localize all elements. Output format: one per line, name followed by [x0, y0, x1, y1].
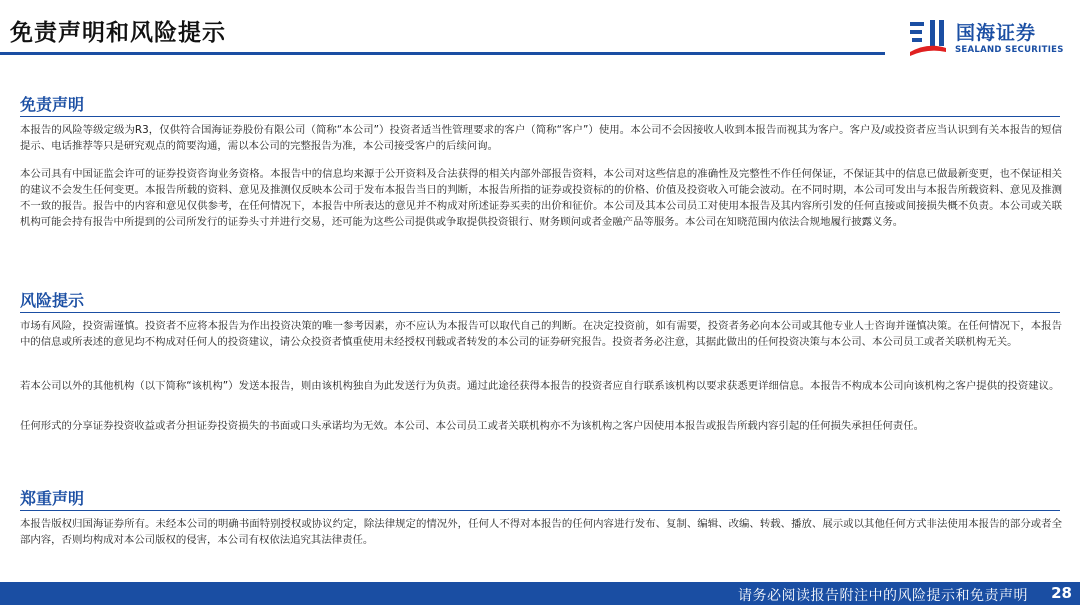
statement-paragraph: 本报告版权归国海证券所有。未经本公司的明确书面特别授权或协议约定，除法律规定的情况外，任何人不得对本报告的任何内容进行发布、复制、编辑、改编、转载、播放、展示或以其他任何方式非法使用本报告的部分或者全部内容，否则均构成对本公司版权的侵害，本公司有权依法追究其法律责任。 — [20, 518, 1062, 546]
risk-paragraph: 若本公司以外的其他机构（以下简称“该机构”）发送本报告，则由该机构独自为此发送行为负责。通过此途径获得本报告的投资者应自行联系该机构以要求获悉更详细信息。本报告不构成本公司向该机构之客户提供的投资建议。 — [20, 380, 1060, 392]
section-divider — [20, 510, 1060, 511]
sealand-logo-icon — [908, 18, 948, 56]
section-divider — [20, 116, 1060, 117]
disclaimer-paragraph: 本报告的风险等级定级为R3，仅供符合国海证券股份有限公司（简称“本公司”）投资者适当性管理要求的客户（简称“客户”）使用。本公司不会因接收人收到本报告而视其为客户。客户及/或投资者应当认识到有关本报告的短信提示、电话推荐等只是研究观点的简要沟通，需以本公司的完整报告为准，本公司接受客户的后续问询。 — [20, 124, 1062, 152]
section-title-statement: 郑重声明 — [20, 489, 85, 508]
page-title: 免责声明和风险提示 — [10, 20, 226, 46]
logo-name-cn: 国海证券 — [956, 22, 1037, 44]
footer-notice: 请务必阅读报告附注中的风险提示和免责声明 — [738, 588, 1028, 604]
section-title-risk: 风险提示 — [20, 291, 85, 310]
risk-paragraph: 任何形式的分享证券投资收益或者分担证券投资损失的书面或口头承诺均为无效。本公司、本公司员工或者关联机构亦不为该机构之客户因使用本报告或报告所载内容引起的任何损失承担任何责任。 — [20, 420, 924, 432]
logo-name-en: SEALAND SECURITIES — [955, 45, 1064, 55]
section-divider — [20, 312, 1060, 313]
section-title-disclaimer: 免责声明 — [20, 95, 85, 114]
company-logo — [908, 16, 1068, 60]
page-number: 28 — [1051, 584, 1072, 602]
title-divider — [0, 52, 885, 55]
disclaimer-paragraph: 本公司具有中国证监会许可的证券投资咨询业务资格。本报告中的信息均来源于公开资料及合法获得的相关内部外部报告资料，本公司对这些信息的准确性及完整性不作任何保证，不保证其中的信息已做最新变更，也不保证相关的建议不会发生任何变更。本报告所载的资料、意见及推测仅反映本公司于发布本报告当日的判断，本报告所指的证券或投资标的的价格、价值及投资收入可能会波动。在不同时期，本公司可发出与本报告所载资料、意见及推测不一致的报告。报告中的内容和意见仅供参考，在任何情况下，本报告中所表达的意见并不构成对所述证券买卖的出价和征价。本公司及其本公司员工对使用本报告及其内容所引发的任何直接或间接损失概不负责。本公司或关联机构可能会持有报告中所提到的公司所发行的证券头寸并进行交易，还可能为这些公司提供或争取提供投资银行、财务顾问或者金融产品等服务。本公司在知晓范围内依法合规地履行披露义务。 — [20, 168, 1062, 228]
risk-paragraph: 市场有风险，投资需谨慎。投资者不应将本报告为作出投资决策的唯一参考因素，亦不应认为本报告可以取代自己的判断。在决定投资前，如有需要，投资者务必向本公司或其他专业人士咨询并谨慎决策。在任何情况下，本报告中的信息或所表述的意见均不构成对任何人的投资建议，请公众投资者慎重使用未经授权刊载或者转发的本公司的证券研究报告。投资者务必注意，其据此做出的任何投资决策与本公司、本公司员工或者关联机构无关。 — [20, 320, 1062, 348]
